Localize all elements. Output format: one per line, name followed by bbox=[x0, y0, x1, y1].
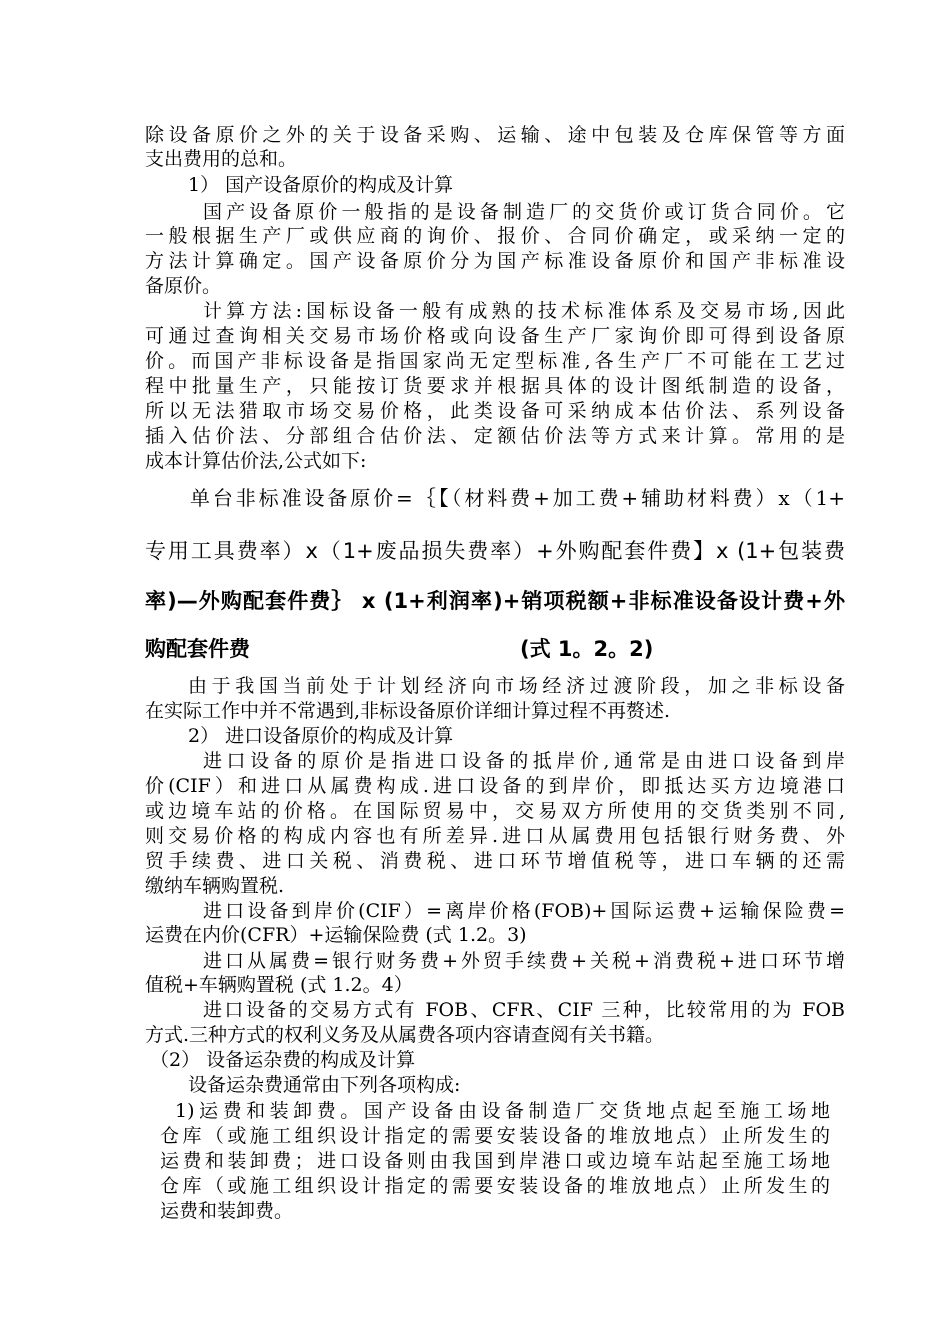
section-heading: （2） 设备运杂费的构成及计算 bbox=[150, 1049, 416, 1071]
text-line: 则交易价格的构成内容也有所差异.进口从属费用包括银行财务费、外 bbox=[145, 825, 845, 847]
text-line: 在实际工作中并不常遇到,非标设备原价详细计算过程不再赘述. bbox=[145, 700, 671, 722]
text-line: 插入估价法、分部组合估价法、定额估价法等方式来计算。常用的是 bbox=[145, 425, 845, 447]
formula-tag: (式 1。2。2) bbox=[520, 637, 654, 661]
text-line: 可通过查询相关交易市场价格或向设备生产厂家询价即可得到设备原 bbox=[145, 325, 845, 347]
text-line: 方式.三种方式的权利义务及从属费各项内容请查阅有关书籍。 bbox=[145, 1024, 665, 1046]
text-line: 仓库（或施工组织设计指定的需要安装设备的堆放地点）止所发生的 bbox=[160, 1175, 830, 1197]
text-line: 备原价。 bbox=[145, 275, 222, 297]
text-line: 进口设备的原价是指进口设备的抵岸价,通常是由进口设备到岸 bbox=[203, 750, 845, 772]
text-line: 或边境车站的价格。在国际贸易中，交易双方所使用的交货类别不同, bbox=[145, 800, 845, 822]
text-line: 仓库（或施工组织设计指定的需要安装设备的堆放地点）止所发生的 bbox=[160, 1125, 830, 1147]
text-line: 方法计算确定。国产设备原价分为国产标准设备原价和国产非标准设 bbox=[145, 250, 845, 272]
text-line: 所以无法猎取市场交易价格，此类设备可采纳成本估价法、系列设备 bbox=[145, 400, 845, 422]
text-line: 1)运费和装卸费。国产设备由设备制造厂交货地点起至施工场地 bbox=[175, 1100, 830, 1122]
text-line: 运费和装卸费。 bbox=[160, 1200, 294, 1222]
text-line: 价(CIF）和进口从属费构成.进口设备的到岸价，即抵达买方边境港口 bbox=[145, 775, 845, 797]
formula-line: 购配套件费 bbox=[145, 637, 250, 661]
text-line: 贸手续费、进口关税、消费税、进口环节增值税等，进口车辆的还需 bbox=[145, 850, 845, 872]
text-line: 由于我国当前处于计划经济向市场经济过渡阶段，加之非标设备 bbox=[188, 675, 845, 697]
text-line: 除设备原价之外的关于设备采购、运输、途中包装及仓库保管等方面 bbox=[145, 124, 845, 146]
formula-line: 单台非标准设备原价=｛【（材料费+加工费+辅助材料费）x（1+ bbox=[190, 486, 845, 510]
text-line: 计算方法:国标设备一般有成熟的技术标准体系及交易市场,因此 bbox=[203, 300, 845, 322]
formula-line: 率)—外购配套件费｝ x (1+利润率)+销项税额+非标准设备设计费+外 bbox=[145, 589, 845, 613]
text-line: 运费在内价(CFR）+运输保险费 (式 1.2。3) bbox=[145, 924, 527, 946]
section-heading: 1） 国产设备原价的构成及计算 bbox=[188, 174, 454, 196]
text-line: 值税+车辆购置税 (式 1.2。4） bbox=[145, 974, 413, 996]
text-line: 程中批量生产，只能按订货要求并根据具体的设计图纸制造的设备， bbox=[145, 375, 845, 397]
text-line: 国产设备原价一般指的是设备制造厂的交货价或订货合同价。它 bbox=[203, 201, 845, 223]
text-line: 进口设备的交易方式有 FOB、CFR、CIF 三种，比较常用的为 FOB bbox=[203, 999, 845, 1021]
formula-line: 专用工具费率）x（1+废品损失费率）+外购配套件费】x (1+包装费 bbox=[145, 539, 845, 563]
text-line: 进口设备到岸价(CIF）=离岸价格(FOB)+国际运费+运输保险费= bbox=[203, 900, 845, 922]
text-line: 进口从属费=银行财务费+外贸手续费+关税+消费税+进口环节增 bbox=[203, 950, 845, 972]
section-heading: 2） 进口设备原价的构成及计算 bbox=[188, 725, 454, 747]
text-line: 运费和装卸费；进口设备则由我国到岸港口或边境车站起至施工场地 bbox=[160, 1150, 830, 1172]
text-line: 缴纳车辆购置税. bbox=[145, 875, 285, 897]
text-line: 成本计算估价法,公式如下: bbox=[145, 450, 367, 472]
text-line: 一般根据生产厂或供应商的询价、报价、合同价确定，或采纳一定的 bbox=[145, 225, 845, 247]
text-line: 设备运杂费通常由下列各项构成: bbox=[188, 1074, 461, 1096]
text-line: 支出费用的总和。 bbox=[145, 148, 298, 170]
text-line: 价。而国产非标设备是指国家尚无定型标准,各生产厂不可能在工艺过 bbox=[145, 350, 845, 372]
